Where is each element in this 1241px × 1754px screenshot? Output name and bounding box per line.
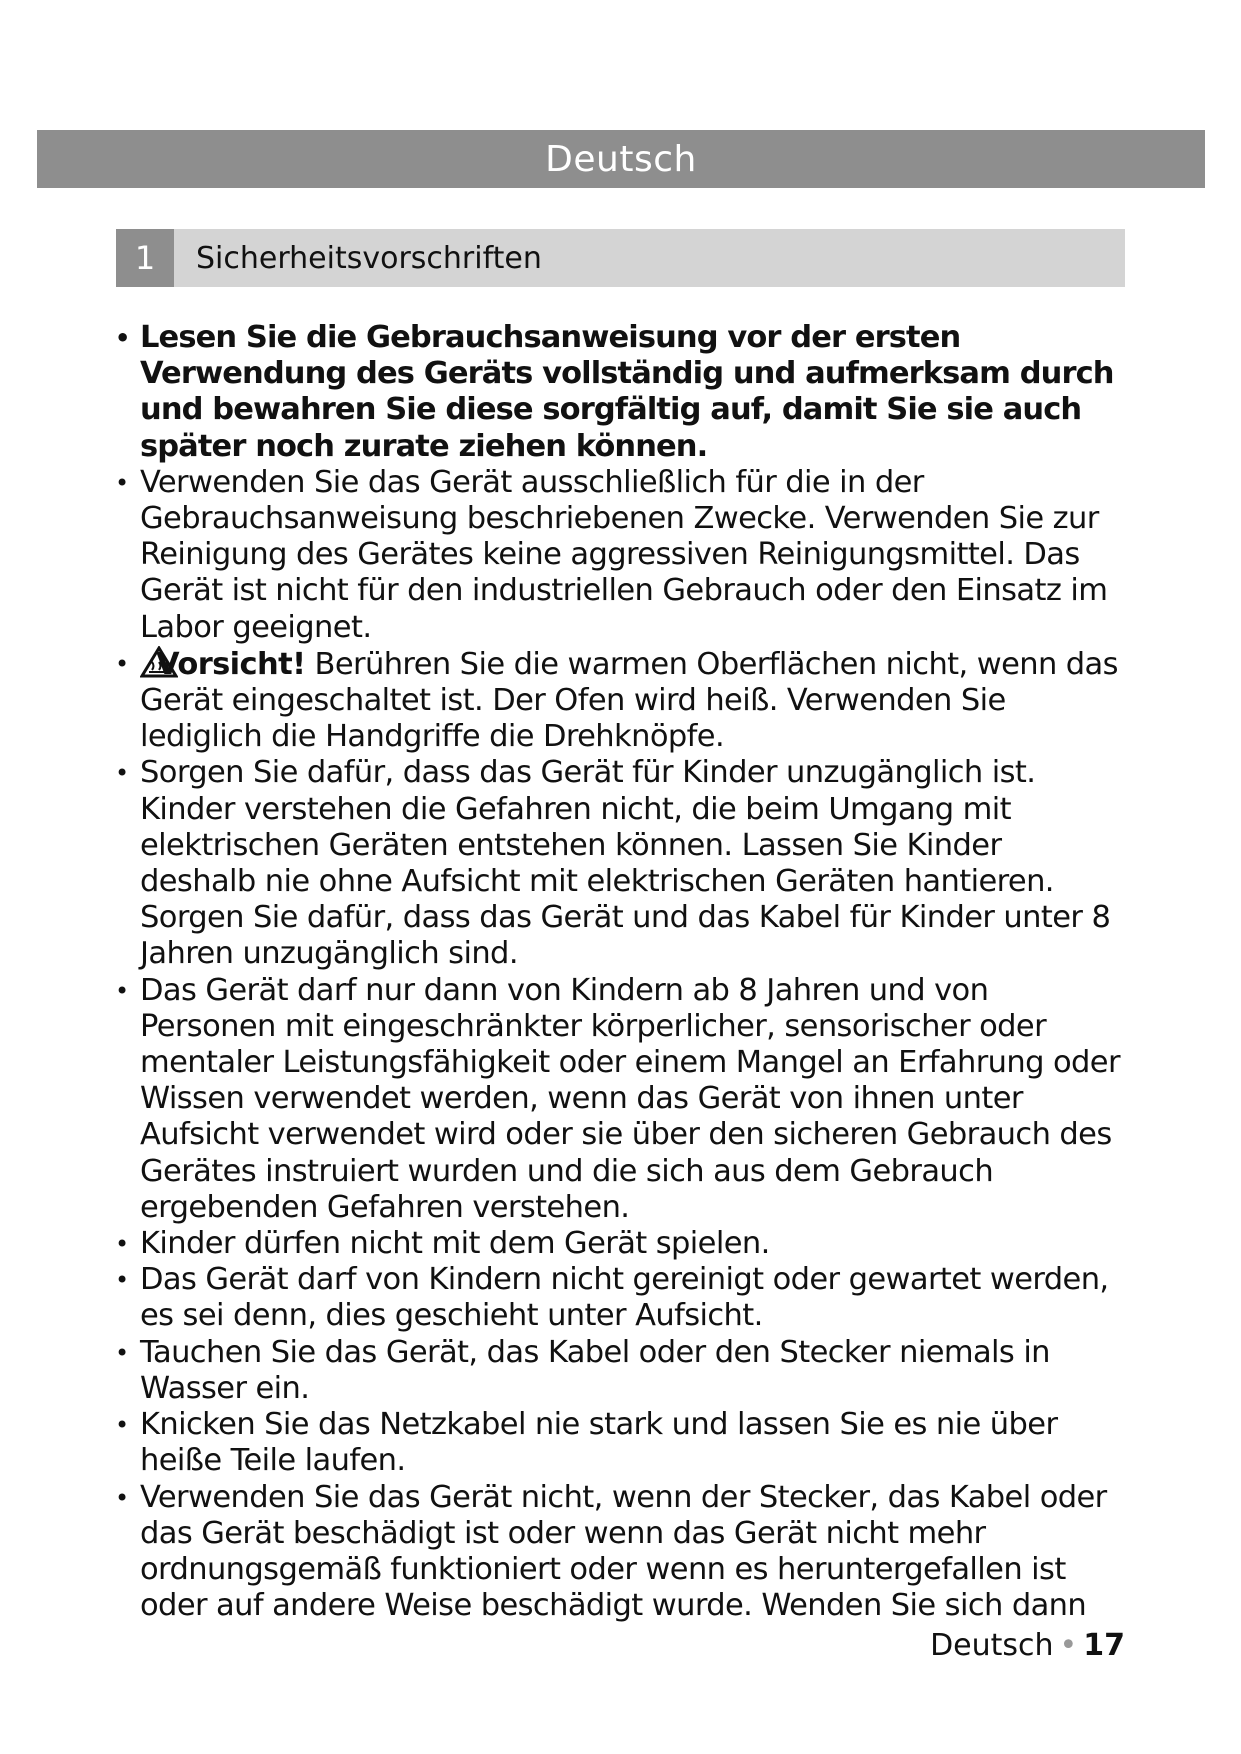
list-item: • Das Gerät darf von Kindern nicht gereinigt oder gewartet werden, es sei denn, dies geschieht unter Aufsicht.	[115, 1262, 1125, 1334]
footer-language: Deutsch	[930, 1628, 1054, 1663]
list-item: • Knicken Sie das Netzkabel nie stark und lassen Sie es nie über heiße Teile laufen.	[115, 1407, 1125, 1479]
section-number: 1	[116, 229, 174, 287]
warning-label: Vorsicht!	[156, 646, 306, 682]
list-item: • Sorgen Sie dafür, dass das Gerät für Kinder unzugänglich ist. Kinder verstehen die Gefahren nicht, die beim Umgang mit elektrischen Geräten entstehen können. Lassen Sie Kinder deshalb nie ohne Aufsicht mit elektrischen Geräten hantieren. Sorgen Sie dafür, dass das Gerät und das Kabel für Kinder unter 8 Jahren unzugänglich sind.	[115, 755, 1125, 972]
hot-surface-warning-icon	[140, 646, 178, 676]
footer-separator: •	[1059, 1628, 1078, 1663]
section-heading	[116, 229, 1125, 287]
list-item: • Kinder dürfen nicht mit dem Gerät spielen.	[115, 1226, 1125, 1262]
list-item: • Verwenden Sie das Gerät ausschließlich für die in der Gebrauchsanweisung beschriebenen Zwecke. Verwenden Sie zur Reinigung des Gerätes keine aggressiven Reinigungsmittel. Das Gerät ist nicht für den industriellen Gebrauch oder den Einsatz im Labor geeignet.	[115, 465, 1125, 646]
language-header	[37, 130, 1205, 188]
page-footer	[930, 1628, 1125, 1663]
list-item: • Verwenden Sie das Gerät nicht, wenn der Stecker, das Kabel oder das Gerät beschädigt ist oder wenn das Gerät nicht mehr ordnungsgemäß funktioniert oder wenn es heruntergefallen ist oder auf andere Weise beschädigt wurde. Wenden Sie sich dann	[115, 1480, 1125, 1625]
safety-instructions-list	[115, 320, 1125, 1624]
list-item: • Lesen Sie die Gebrauchsanweisung vor der ersten Verwendung des Geräts vollständig und aufmerksam durch und bewahren Sie diese sorgfältig auf, damit Sie sie auch später noch zurate ziehen können.	[115, 320, 1125, 465]
list-item: • Tauchen Sie das Gerät, das Kabel oder den Stecker niemals in Wasser ein.	[115, 1335, 1125, 1407]
warning-text: Berühren Sie die warmen Oberflächen nicht, wenn das Gerät eingeschaltet ist. Der Ofen wird heiß. Verwenden Sie lediglich die Handgriffe die Drehknöpfe.	[140, 646, 1118, 755]
list-item-warning	[115, 646, 1125, 756]
list-item: • Das Gerät darf nur dann von Kindern ab 8 Jahren und von Personen mit eingeschränkter körperlicher, sensorischer oder mentaler Leistungsfähigkeit oder einem Mangel an Erfahrung oder Wissen verwendet werden, wenn das Gerät von ihnen unter Aufsicht verwendet wird oder sie über den sicheren Gebrauch des Gerätes instruiert wurden und die sich aus dem Gebrauch ergebenden Gefahren verstehen.	[115, 973, 1125, 1226]
language-header-label: Deutsch	[545, 138, 697, 180]
section-title: Sicherheitsvorschriften	[196, 240, 542, 276]
page-number: 17	[1083, 1628, 1125, 1663]
